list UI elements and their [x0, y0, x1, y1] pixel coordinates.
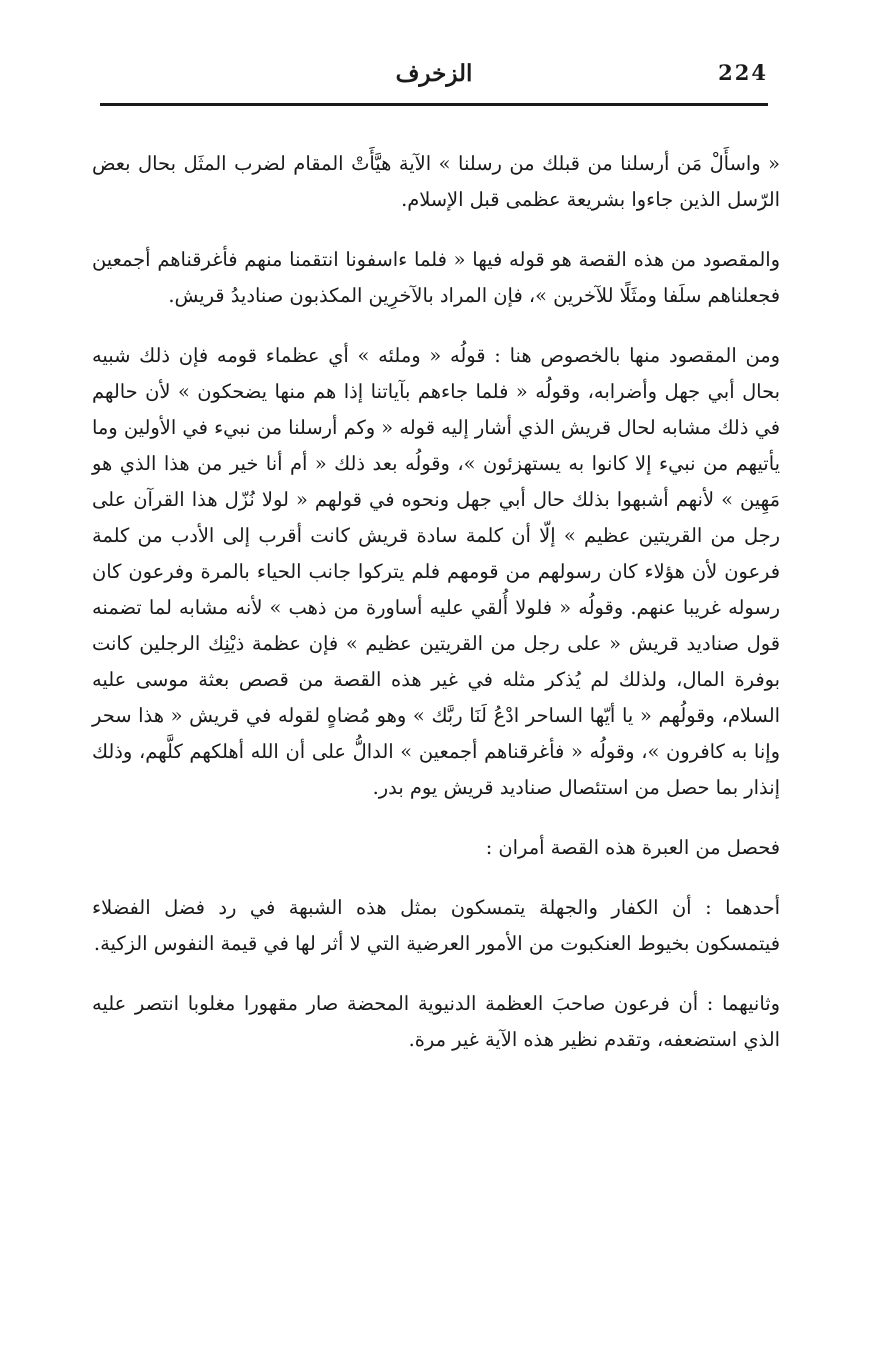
- running-title: الزخرف: [395, 60, 473, 87]
- paragraph-3: ومن المقصود منها بالخصوص هنا : قولُه « وملئه » أي عظماء قومه فإن ذلك شبيه بحال أبي جهل وأضرابه، وقولُه « فلما جاءهم بآياتنا إذا هم منها يضحكون » لأن حالهم في ذلك مشابه لحال قريش الذي أشار إليه قوله « وكم أرسلنا من نبيء في الأولين وما يأتيهم من نبيء إلا كانوا به يستهزئون »، وقولُه بعد ذلك « أم أنا خير من هذا الذي هو مَهِين » لأنهم أشبهوا بذلك حال أبي جهل ونحوه في قولهم « لولا نُزّل هذا القرآن على رجل من القريتين عظيم » إلّا أن كلمة سادة قريش كانت أقرب إلى الأدب من كلمة فرعون لأن هؤلاء كان رسولهم من قومهم فلم يتركوا جانب الحياء بالمرة وفرعون كان رسوله غريبا عنهم. وقولُه « فلولا أُلقي عليه أساورة من ذهب » لأنه مشابه لما تضمنه قول صناديد قريش « على رجل من القريتين عظيم » فإن عظمة ذيْنِك الرجلين كانت بوفرة المال، ولذلك لم يُذكر مثله في غير هذه القصة من قصص بعثة موسى عليه السلام، وقولُهم « يا أيّها الساحر ادْعُ لَنَا ربَّك » وهو مُضاهٍ لقوله في قريش « هذا سحر وإنا به كافرون »، وقولُه « فأغرقناهم أجمعين » الدالُّ على أن الله أهلكهم كلَّهم، وذلك إنذار بما حصل من استئصال صناديد قريش يوم بدر.: [92, 344, 780, 799]
- paragraph-2: والمقصود من هذه القصة هو قوله فيها « فلما ءاسفونا انتقمنا منهم فأغرقناهم أجمعين فجعلناهم سلَفا ومثَلًا للآخرين »، فإن المراد بالآخرِين المكذبون صناديدُ قريش.: [92, 248, 780, 307]
- paragraph-6: وثانيهما : أن فرعون صاحبَ العظمة الدنيوية المحضة صار مقهورا مغلوبا انتصر عليه الذي استضعفه، وتقدم نظير هذه الآية غير مرة.: [92, 992, 780, 1051]
- header-rule: [100, 103, 768, 106]
- paragraph-5: أحدهما : أن الكفار والجهلة يتمسكون بمثل هذه الشبهة في رد فضل الفضلاء فيتمسكون بخيوط العنكبوت من الأمور العرضية التي لا أثر لها في قيمة النفوس الزكية.: [92, 896, 780, 955]
- paragraph-1: « واسأَلْ مَن أرسلنا من قبلك من رسلنا » الآية هيَّأَتْ المقام لضرب المثَل بحال بعض الرّسل الذين جاءوا بشريعة عظمى قبل الإسلام.: [92, 152, 780, 211]
- body-text: [92, 146, 780, 1058]
- page-header: [100, 58, 768, 102]
- page-number: 224: [718, 60, 768, 85]
- paragraph-4: فحصل من العبرة هذه القصة أمران :: [485, 836, 780, 859]
